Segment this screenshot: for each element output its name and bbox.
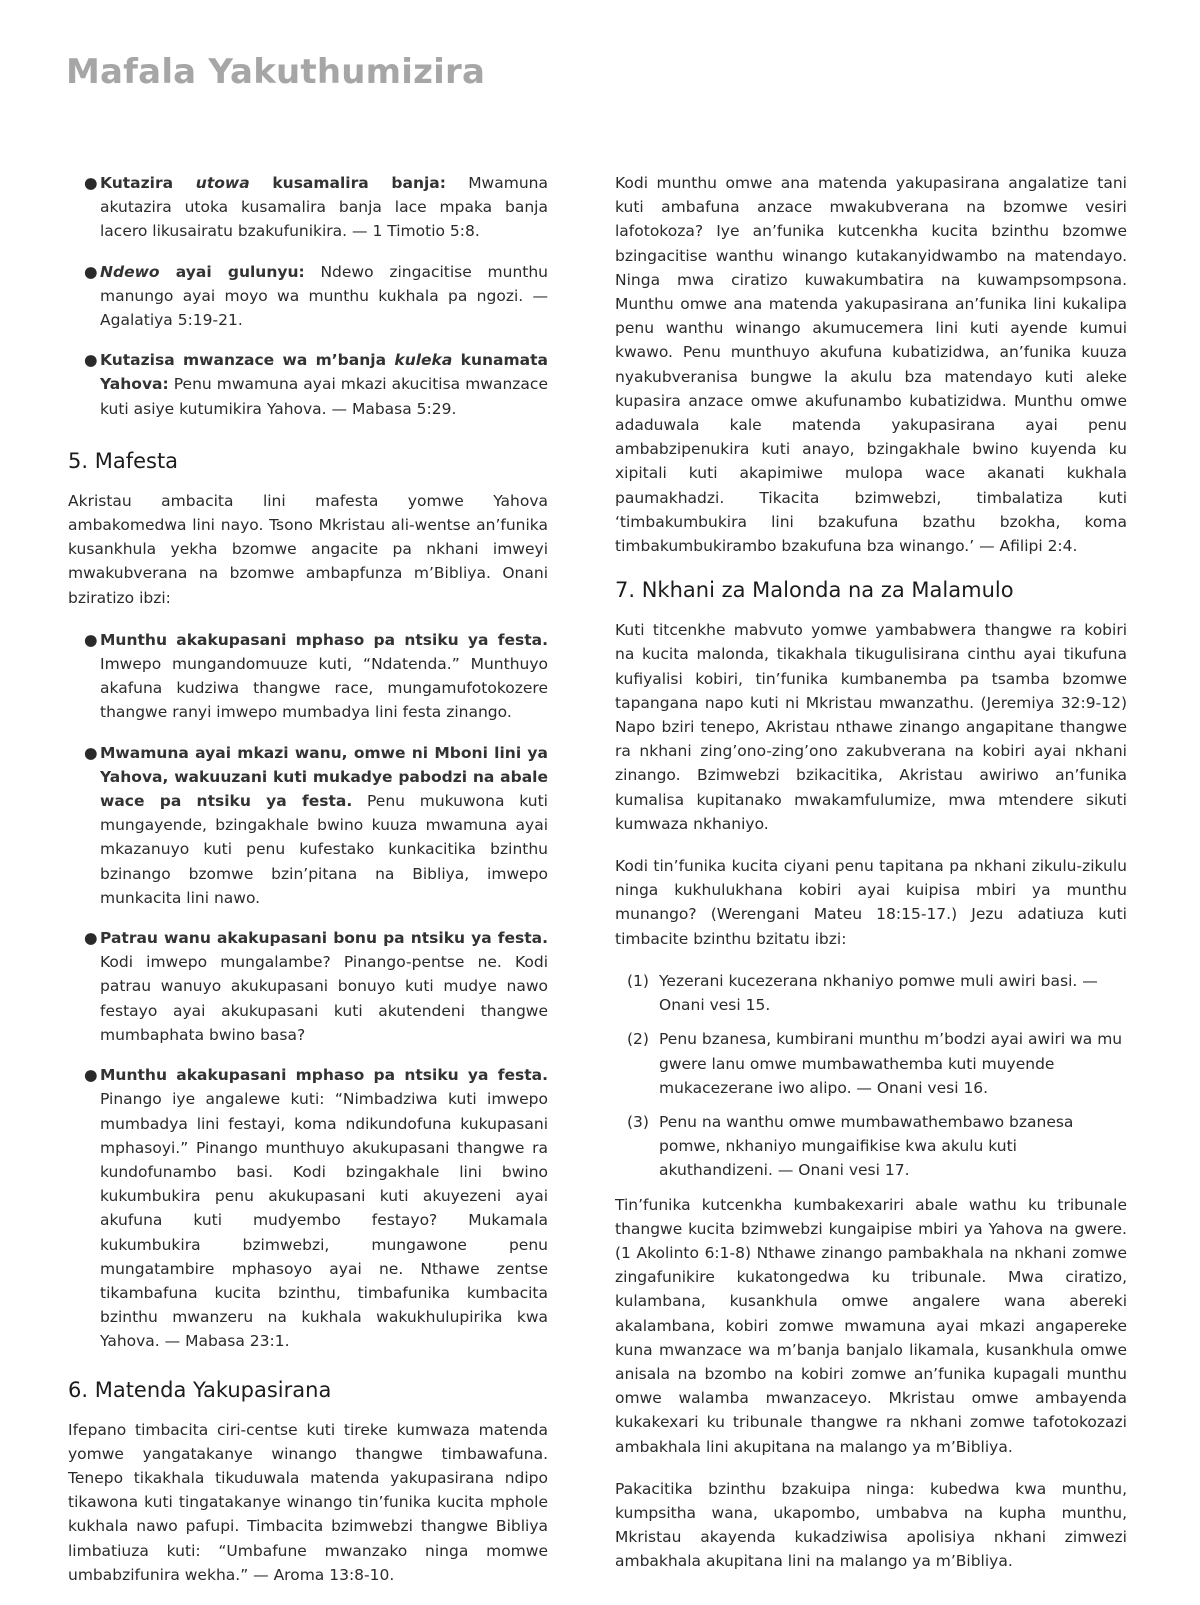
page-title: Mafala Yakuthumizira — [66, 52, 486, 92]
list-item — [68, 628, 548, 725]
item-term: Patrau wanu akakupasani bonu pa ntsiku ya festa. — [100, 929, 548, 948]
bullet-icon: ● — [84, 1066, 98, 1085]
paragraph: Kodi munthu omwe ana matenda yakupasirana angalatize tani kuti ambafuna anzace mwakubverana na bzomwe vesiri lafotokoza? Iye an’funika kutcenkha kucita bzinthu bzomwe bzingacitise wanthu winango kutakanyidwambo na matendayo. Ninga mwa ciratizo kuwakumbatira na kuwampsompsona. Munthu omwe ana matenda yakupasirana an’funika lini kukalipa penu wanthu winango akumucemera lini kuti ayende kumui kwawo. Penu munthuyo akufuna kubatizidwa, an’funika kuuza nyakubveranisa bungwe la akulu bza matendayo kuti aleke kupasira anzace omwe akufunambo kubatizidwa. Munthu omwe adaduwala kale matenda yakupasirana ayai penu ambabzipenukira kuti anayo, bzingakhale bwino kuyenda ku xipitali kuti akapimiwe mulopa wace akanati kukhala paumakhadzi. Tikacita bzimwebzi, timbalatiza kuti ‘timbakumbukira lini bzakufuna bzathu bzokha, koma timbakumbukirambo bzakufuna bza winango.’ — Afilipi 2:4. — [615, 174, 1127, 556]
item-term: Ndewo ayai gulunyu: — [100, 262, 305, 281]
list-item — [68, 171, 548, 244]
item-text: Mwamuna akutazira utoka kusamalira banja lace mpaka banja lacero likusairatu bzakufunikira. — 1 Timotio 5:8. — [100, 174, 548, 241]
bullet-icon: ● — [84, 351, 98, 370]
section-heading-mafesta: 5. Mafesta — [68, 448, 179, 473]
item-text: Imwepo mungandomuuze kuti, “Ndatenda.” Munthuyo akafuna kudziwa thangwe race, mungamufotokozere thangwe ranyi imwepo mumbadya lini festa zinango. — [100, 655, 548, 722]
paragraph: Tin’funika kutcenkha kumbakexariri abale wathu ku tribunale thangwe kucita bzimwebzi kungaipise mbiri ya Yahova na gwere. (1 Akolinto 6:1-8) Nthawe zinango pambakhala na nkhani zomwe zingafunikire kukatongedwa ku tribunale. Mwa ciratizo, kulambana, kusankhula omwe angalere wana abereki akalambana, kobiri zomwe mwamuna ayai mkazi angapereke kuna mwanzace wa m’banja banjalo likamala, kusankhula omwe anisala na bzombo na kobiri zomwe an’funika kupagali munthu omwe walamba mwanzaceyo. Mkristau omwe ambayenda kukakexari ku tribunale thangwe ra nkhani zomwe tafotokozazi ambakhala lini akupitana na malango ya m’Bibliya. — [615, 1195, 1127, 1456]
section-heading-matenda: 6. Matenda Yakupasirana — [68, 1377, 332, 1402]
left-column — [68, 171, 548, 1605]
paragraph: Pakacitika bzinthu bzakuipa ninga: kubedwa kwa munthu, kumpsitha wana, ukapombo, umbabva na kupha munthu, Mkristau akayenda kukadziwisa apolisiya nkhani zimwezi ambakhala akupitana lini na malango ya m’Bibliya. — [615, 1479, 1127, 1571]
bullet-icon: ● — [84, 743, 98, 762]
section-heading-malonda: 7. Nkhani za Malonda na za Malamulo — [615, 578, 1014, 603]
paragraph: Kuti titcenkhe mabvuto yomwe yambabwera thangwe ra kobiri na kucita malonda, tikakhala tikugulisirana cinthu ayai tikufuna kufiyalisi kobiri, tin’funika kumbanemba pa tsamba bzomwe tapangana napo kuti ni Mkristau mwanzathu. (Jeremiya 32:9-12) Napo bziri tenepo, Akristau nthawe zinango angapitane thangwe ra nkhani zing’ono-zing’ono zakubverana na kobiri ayai nkhani zinango. Bzimwebzi bzikacitika, Akristau awiriwo an’funika kumalisa kupitanako mwakamfulumize, mwa mtendere sikuti kumwaza nkhaniyo. — [615, 621, 1127, 833]
step-number: (1) — [627, 971, 649, 990]
paragraph: Kodi tin’funika kucita ciyani penu tapitana pa nkhani zikulu-zikulu ninga kukhulukhana kobiri ayai kuipisa mbiri ya munthu munango? (Werengani Mateu 18:15-17.) Jezu adatiuza kuti timbacite bzinthu bzitatu ibzi: — [615, 857, 1127, 948]
item-term: Mwamuna ayai mkazi wanu, omwe ni Mboni lini ya Yahova, wakuuzani kuti mukadye pabodzi na abale wace pa ntsiku ya festa. — [100, 743, 548, 811]
step-text: Yezerani kucezerana nkhaniyo pomwe muli awiri basi. — Onani vesi 15. — [659, 971, 1098, 1015]
intro-bullet-list — [68, 171, 548, 421]
bullet-icon: ● — [84, 174, 98, 192]
step-text: Penu bzanesa, kumbirani munthu m’bodzi ayai awiri wa mu gwere lanu omwe mumbawathemba kuti muyende mukacezerane iwo alipo. — Onani vesi 16. — [659, 1030, 1123, 1097]
bullet-icon: ● — [84, 630, 98, 649]
item-term: Munthu akakupasani mphaso pa ntsiku ya festa. — [100, 630, 548, 649]
item-term: Kutazisa mwanzace wa m’banja kuleka kunamata Yahova: — [100, 351, 548, 394]
list-item — [615, 1027, 1127, 1100]
steps-list — [615, 969, 1127, 1183]
bullet-icon: ● — [84, 262, 98, 281]
step-number: (2) — [627, 1030, 649, 1049]
item-text: Penu mwamuna ayai mkazi akucitisa mwanzace kuti asiye kutumikira Yahova. — Mabasa 5:29. — [100, 375, 548, 418]
item-text: Penu mukuwona kuti mungayende, bzingakhale bwino kuuza mwamuna ayai mkazanuyo kuti penu kufestako kunkacitika bzinthu bzinango bzomwe bzin’pitana na Bibliya, imwepo munkacita lini nawo. — [100, 792, 548, 907]
list-item — [68, 926, 548, 1047]
list-item — [68, 348, 548, 421]
festa-bullet-list — [68, 628, 548, 1354]
item-term: Kutazira utowa kusamalira banja: — [100, 174, 446, 192]
paragraph: Akristau ambacita lini mafesta yomwe Yahova ambakomedwa lini nayo. Tsono Mkristau ali-wentse an’funika kusankhula yekha bzomwe angacite pa nkhani imweyi mwakubverana na bzomwe ambapfunza m’Bibliya. Onani bziratizo ibzi: — [68, 491, 548, 607]
item-text: Kodi imwepo mungalambe? Pinango-pentse ne. Kodi patrau wanuyo akukupasani bonuyo kuti mudye nawo festayo ayai akukupasani kuti akutendeni thangwe mumbaphata bwino basa? — [100, 953, 548, 1044]
list-item — [68, 741, 548, 910]
step-number: (3) — [627, 1112, 649, 1131]
right-column — [615, 171, 1127, 1592]
list-item — [68, 260, 548, 333]
list-item — [615, 1110, 1127, 1183]
bullet-icon: ● — [84, 929, 98, 948]
list-item — [68, 1063, 548, 1353]
list-item — [615, 969, 1127, 1017]
item-term: Munthu akakupasani mphaso pa ntsiku ya festa. — [100, 1066, 548, 1085]
item-text: Pinango iye angalewe kuti: “Nimbadziwa kuti imwepo mumbadya lini festayi, koma ndikundofuna kukupasani mphasoyi.” Pinango munthuyo akukupasani thangwe ra kundofunambo basi. Kodi bzingakhale lini bwino kukumbukira penu akukupasani kuti akuyezeni ayai akufuna kuti mudyembo festayo? Mukamala kukumbukira bzimwebzi, mungawone penu mungatambire mphasoyo ayai ne. Nthawe zentse tikambafuna kucita bzinthu, timbafunika kumbacita bzinthu mwanzeru na kukhala wakukhulupirika kwa Yahova. — Mabasa 23:1. — [100, 1090, 548, 1351]
step-text: Penu na wanthu omwe mumbawathembawo bzanesa pomwe, nkhaniyo mungaifikise kwa akulu kuti akuthandizeni. — Onani vesi 17. — [659, 1112, 1074, 1180]
item-text: Ndewo zingacitise munthu manungo ayai moyo wa munthu kukhala pa ngozi. — Agalatiya 5:19-21. — [100, 262, 548, 330]
paragraph: Ifepano timbacita ciri-centse kuti tireke kumwaza matenda yomwe yangatakanye winango thangwe timbawafuna. Tenepo tikakhala tikuduwala matenda yakupasirana ndipo tikawona kuti tingatakanye winango tin’funika kucita mphole kukhala nawo pafupi. Timbacita bzimwebzi thangwe Bibliya limbatiuza kuti: “Umbafune mwanzako ninga momwe umbabzifunira wekha.” — Aroma 13:8-10. — [68, 1420, 548, 1584]
